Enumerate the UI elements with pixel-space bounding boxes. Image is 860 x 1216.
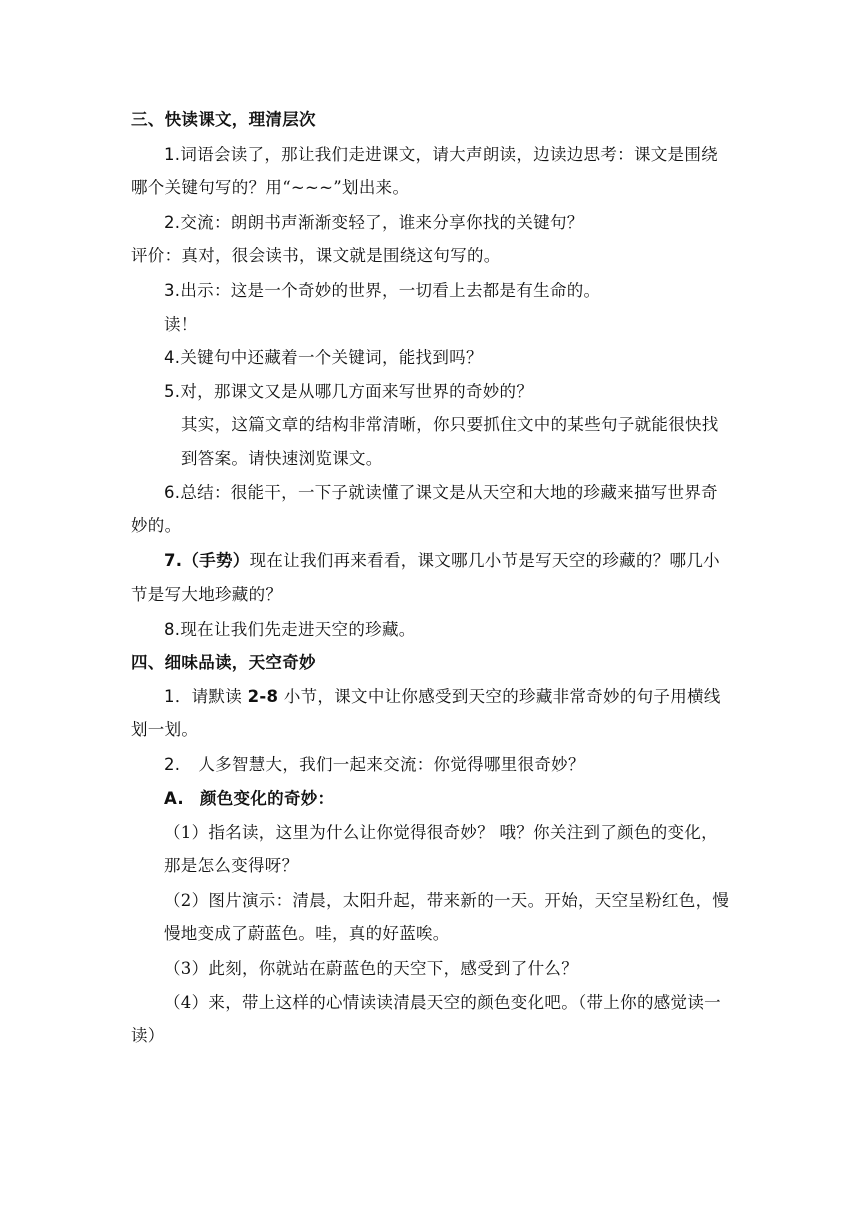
- item-text: 交流：朗朗书声渐渐变轻了，谁来分享你找的关键句？: [180, 213, 584, 232]
- item-text: 现在让我们先走进天空的珍藏。: [180, 620, 416, 639]
- list-item: [164, 347, 483, 369]
- section-heading: 三、快读课文，理清层次: [131, 110, 316, 129]
- list-item: [164, 280, 600, 302]
- item-text-continuation: 妙的。: [131, 516, 182, 535]
- item-text: 词语会读了，那让我们走进课文，请大声朗读，边读边思考：课文是围绕: [180, 145, 718, 164]
- section-range: 2-8: [247, 687, 279, 706]
- paragraph-continuation: 慢地变成了蔚蓝色。哇，真的好蓝唉。: [164, 924, 450, 943]
- item-text: 现在让我们再来看看，课文哪几小节是写天空的珍藏的？哪几小: [249, 551, 720, 570]
- item-number: 8.: [164, 620, 181, 639]
- paragraph: （2）图片演示：清晨，太阳升起，带来新的一天。开始，天空呈粉红色，慢: [164, 891, 730, 910]
- list-item: [164, 686, 721, 708]
- list-item: [164, 212, 584, 234]
- item-text: 对，那课文又是从哪几方面来写世界的奇妙的？: [180, 382, 534, 401]
- item-number: 4.: [164, 348, 181, 367]
- list-item: [164, 381, 533, 403]
- note-text-continuation: 到答案。请快速浏览课文。: [181, 449, 383, 468]
- subsection-heading: [164, 788, 334, 810]
- item-text: 小节，课文中让你感受到天空的珍藏非常奇妙的句子用横线: [278, 687, 721, 706]
- list-item: [164, 550, 720, 572]
- item-number: 5.: [164, 382, 181, 401]
- list-item: [164, 482, 718, 504]
- item-text-continuation: 哪个关键句写的？用“~~~”划出来。: [131, 178, 410, 197]
- evaluation-text: 评价：真对，很会读书，课文就是围绕这句写的。: [131, 246, 501, 265]
- item-number: 2.: [164, 755, 181, 774]
- item-text: 出示：这是一个奇妙的世界，一切看上去都是有生命的。: [180, 281, 601, 300]
- note-text: 其实，这篇文章的结构非常清晰，你只要抓住文中的某些句子就能很快找: [181, 415, 719, 434]
- item-text: ．请默读: [174, 687, 248, 706]
- paragraph-continuation: 那是怎么变得呀？: [164, 856, 299, 875]
- instruction-text: 读！: [164, 315, 198, 334]
- item-number: 3.: [164, 281, 181, 300]
- subsection-label: A.: [164, 789, 184, 808]
- item-text: 总结：很能干，一下子就读懂了课文是从天空和大地的珍藏来描写世界奇: [180, 483, 718, 502]
- paragraph-continuation: 读）: [131, 1026, 165, 1045]
- item-number: 6.: [164, 483, 181, 502]
- item-text-continuation: 划一划。: [131, 720, 199, 739]
- list-item: [164, 619, 416, 641]
- item-number: 2.: [164, 213, 181, 232]
- item-number: 1.: [164, 145, 181, 164]
- paragraph: （3）此刻，你就站在蔚蓝色的天空下，感受到了什么？: [164, 959, 578, 978]
- item-text: 人多智慧大，我们一起来交流：你觉得哪里很奇妙？: [198, 755, 585, 774]
- section-heading: 四、细味品读，天空奇妙: [131, 653, 316, 672]
- paragraph: （4）来，带上这样的心情读读清晨天空的颜色变化吧。（带上你的感觉读一: [164, 993, 721, 1012]
- item-text-continuation: 节是写大地珍藏的？: [131, 585, 283, 604]
- paragraph: （1）指名读，这里为什么让你觉得很奇妙？ 哦？你关注到了颜色的变化，: [164, 823, 718, 842]
- item-number: 1: [164, 687, 175, 706]
- item-text: 关键句中还藏着一个关键词，能找到吗？: [180, 348, 483, 367]
- subsection-title: 颜色变化的奇妙：: [199, 789, 335, 808]
- gesture-note: （手势）: [182, 551, 250, 570]
- list-item: [164, 144, 718, 166]
- item-number: 7.: [164, 551, 183, 570]
- list-item: [164, 754, 585, 776]
